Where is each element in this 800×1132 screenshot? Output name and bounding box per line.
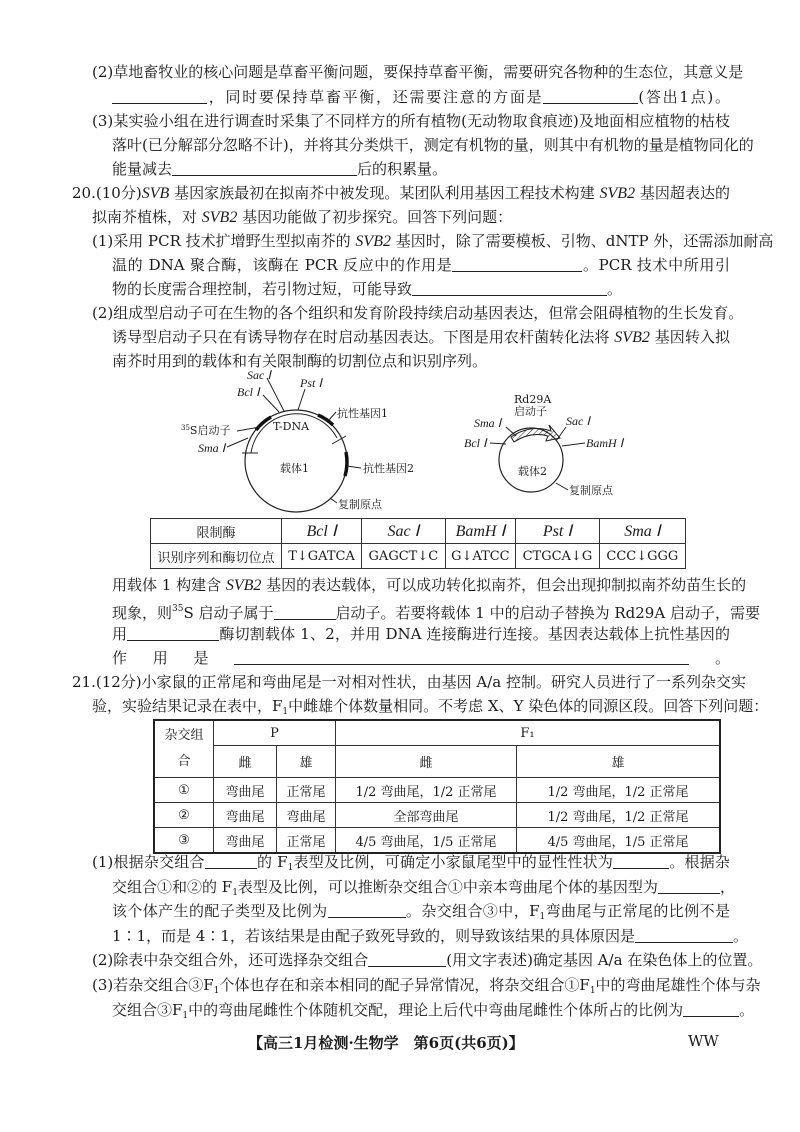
answer-blank — [274, 604, 336, 620]
answer-blank — [234, 649, 689, 665]
text-segment: 。根据杂 — [669, 853, 730, 871]
promoter-35s-label: $^{35}$S启动子 — [181, 424, 231, 437]
rd29a-label: Rd29A — [514, 393, 552, 406]
text-segment: 温的 DNA 聚合酶，该酶在 PCR 反应中的作用是 — [112, 256, 453, 274]
table-cell: 1/2 弯曲尾，1/2 正常尾 — [517, 803, 721, 828]
text-line — [112, 599, 760, 623]
table-cell: 全部弯曲尾 — [336, 803, 517, 828]
vector-1-name: 载体1 — [280, 462, 309, 475]
table-header: Bcl Ⅰ — [282, 519, 362, 544]
promoter-label: 启动子 — [514, 405, 547, 418]
text-segment: 。PCR 技术中所用引 — [582, 256, 731, 274]
answer-blank — [658, 878, 720, 894]
sac1-label: Sac Ⅰ — [247, 368, 271, 382]
text-segment: 基因超表达的 — [635, 184, 730, 202]
text-segment: SVB2 — [614, 329, 650, 346]
text-segment: 。 — [689, 649, 730, 667]
text-segment: SVB2 — [201, 209, 238, 226]
origin-label-1: 复制原点 — [338, 498, 382, 511]
restriction-enzyme-table — [150, 518, 686, 569]
text-segment: 落叶(已分解部分忽略不计)，并将其分类烘干，测定有机物的量，则其中有机物的量是植物同化的 — [112, 136, 754, 154]
text-segment: (1)采用 PCR 技术扩增野生型拟南芥的 — [92, 232, 356, 250]
text-segment: SVB — [141, 185, 170, 202]
text-segment: (1)根据杂交组合 — [92, 853, 205, 871]
text-segment: 21.(12分)小家鼠的正常尾和弯曲尾是一对相对性状，由基因 A/a 控制。研究人员进行了一系列杂交实 — [72, 673, 747, 691]
text-line — [112, 901, 730, 927]
text-segment: 基因的表达载体，可以成功转化拟南芥，但会出现抑制拟南芥幼苗生长的 — [261, 576, 747, 594]
text-segment: 。 — [739, 1001, 755, 1019]
vector-diagram — [0, 0, 800, 520]
table-cell: G↓ATCC — [445, 544, 515, 569]
text-line — [112, 624, 730, 644]
table-header: 雄 — [517, 746, 721, 778]
text-segment: SVB2 — [599, 185, 636, 202]
text-segment: 弯曲尾与正常尾的比例不是 — [545, 902, 730, 920]
text-segment: 基因转入拟 — [649, 328, 730, 346]
text-segment: 1 — [182, 1011, 189, 1021]
table-cell: 弯曲尾 — [214, 778, 277, 803]
text-segment: 1∶1，而是 4∶1，若该结果是由配子致死导致的，则导致该结果的具体原因是 — [112, 927, 635, 945]
sma1-label-2: Sma Ⅰ — [474, 416, 502, 430]
table-header: Sma Ⅰ — [599, 519, 685, 544]
text-segment: 后的积累量。 — [357, 160, 448, 178]
answer-blank — [613, 853, 669, 869]
origin-label-2: 复制原点 — [569, 484, 613, 497]
bcl1-label-2: Bcl Ⅰ — [464, 436, 487, 450]
table-cell: ① — [154, 778, 214, 803]
vector-2-name: 载体2 — [518, 465, 547, 478]
table-cell: 弯曲尾 — [214, 803, 277, 828]
text-segment: 1 — [232, 888, 238, 898]
text-segment: 能量减去 — [112, 160, 173, 178]
text-segment: 的 F — [256, 853, 288, 871]
table-cell: ② — [154, 803, 214, 828]
text-segment: 基因家族最初在拟南芥中被发现。某团队利用基因工程技术构建 — [169, 184, 600, 202]
bamh1-label: BamH Ⅰ — [586, 436, 624, 450]
vector-2 — [464, 393, 625, 497]
table-cell: CTGCA↓G — [516, 544, 600, 569]
table-header: Sac Ⅰ — [362, 519, 446, 544]
text-line — [112, 926, 748, 946]
table-cell: GAGCT↓C — [362, 544, 446, 569]
text-line — [72, 672, 747, 692]
answer-blank — [205, 853, 257, 869]
text-segment: ，同时要保持草畜平衡，还需要注意的方面是 — [207, 88, 544, 106]
table-row — [154, 720, 720, 746]
table-cell: 弯曲尾 — [277, 803, 336, 828]
text-segment: 中雌雄个体数量相同。不考虑 X、Y 染色体的同源区段。回答下列问题： — [288, 697, 769, 715]
text-segment: SVB2 — [355, 233, 391, 250]
text-line — [92, 950, 763, 970]
answer-blank — [127, 625, 219, 641]
answer-blank — [328, 902, 406, 918]
table-row — [154, 746, 720, 778]
text-segment: 南芥时用到的载体和有关限制酶的切割位点和识别序列。 — [112, 352, 488, 370]
text-line — [112, 877, 735, 903]
text-segment: (答出1点)。 — [638, 88, 730, 106]
text-segment: 交组合③F — [112, 1001, 183, 1019]
table-header: 雌 — [336, 746, 517, 778]
answer-blank — [683, 1001, 739, 1017]
answer-blank — [368, 951, 446, 967]
answer-blank — [635, 927, 733, 943]
footer-code: WW — [688, 1032, 719, 1050]
text-segment: 用 — [112, 625, 128, 643]
table-row — [151, 544, 686, 569]
resistance-gene-2-label: 抗性基因2 — [363, 462, 414, 475]
table-cell: T↓GATCA — [282, 544, 362, 569]
table-cell: 4/5 弯曲尾，1/5 正常尾 — [336, 828, 517, 854]
table-cell: 弯曲尾 — [214, 828, 277, 854]
text-segment: 基因时，除了需要模板、引物、dNTP 外，还需添加耐高 — [390, 232, 774, 250]
table-header: F₁ — [336, 720, 721, 746]
text-segment: 20.(10分) — [72, 184, 142, 202]
table-cell: CCC↓GGG — [599, 544, 685, 569]
table-cell: 正常尾 — [277, 778, 336, 803]
text-segment: 基因功能做了初步探究。回答下列问题： — [237, 208, 513, 226]
text-segment: SVB2 — [225, 577, 262, 594]
text-segment: 物的长度需合理控制，若引物过短，可能导致 — [112, 280, 413, 298]
text-segment: 作用是 — [112, 649, 235, 667]
table-header: Pst Ⅰ — [516, 519, 600, 544]
text-segment: 验，实验结果记录在表中，F — [92, 697, 283, 715]
text-segment: 1 — [213, 986, 220, 996]
footer-title: 【高三1月检测·生物学 第6页(共6页)】 — [248, 1034, 524, 1052]
text-segment: 交组合①和②的 F — [112, 878, 233, 896]
text-segment: (3)若杂交组合③F — [92, 976, 214, 994]
text-segment: 。 — [607, 280, 623, 298]
sma1-label: Sma Ⅰ — [198, 441, 226, 455]
text-segment: 表型及比例，可确定小家鼠尾型中的显性性状为 — [293, 853, 614, 871]
sac1-label-2: Sac Ⅰ — [566, 414, 590, 428]
text-segment: 1 — [282, 707, 289, 717]
text-line — [92, 975, 761, 1001]
resistance-gene-1-label: 抗性基因1 — [337, 407, 388, 420]
table-header: 雌 — [214, 746, 277, 778]
text-segment: 1 — [589, 986, 596, 996]
text-line — [112, 575, 747, 596]
text-segment: S 启动子属于 — [183, 604, 274, 622]
text-segment: 诱导型启动子只在有诱导物存在时启动基因表达。下图是用农杆菌转化法将 — [112, 328, 615, 346]
text-segment: 拟南芥植株，对 — [92, 208, 202, 226]
table-cell: 1/2 弯曲尾，1/2 正常尾 — [517, 778, 721, 803]
text-segment: 。 — [732, 927, 748, 945]
text-segment: 个体也存在和亲本相同的配子异常情况，将杂交组合①F — [219, 976, 590, 994]
text-segment: (2)草地畜牧业的核心问题是草畜平衡问题，要保持草畜平衡，需要研究各物种的生态位，其意义是 — [92, 63, 744, 81]
table-cell: 识别序列和酶切位点 — [151, 544, 282, 569]
text-segment: 1 — [287, 863, 294, 873]
text-line — [112, 648, 730, 668]
table-header: 限制酶 — [151, 519, 282, 544]
text-segment: (2)除表中杂交组合外，还可选择杂交组合 — [92, 951, 369, 969]
table-cell: 1/2 弯曲尾，1/2 正常尾 — [336, 778, 517, 803]
table-header: 杂交组合 — [154, 720, 214, 778]
vector-1 — [181, 368, 414, 512]
text-segment: 酶切割载体 1、2，并用 DNA 连接酶进行连接。基因表达载体上抗性基因的 — [219, 625, 730, 643]
text-line — [92, 852, 730, 878]
text-segment: 用载体 1 构建含 — [112, 576, 226, 594]
text-segment: (用文字表述)确定基因 A/a 在染色体上的位置。 — [446, 951, 763, 969]
text-segment: 表型及比例，可以推断杂交组合①中亲本弯曲尾个体的基因型为 — [237, 878, 658, 896]
pst1-label: Pst Ⅰ — [300, 376, 322, 390]
text-segment: 现象，则 — [112, 604, 173, 622]
bcl1-label: Bcl Ⅰ — [237, 385, 260, 399]
table-row — [154, 828, 720, 854]
text-segment: 该个体产生的配子类型及比例为 — [112, 902, 328, 920]
text-segment: 启动子。若要将载体 1 中的启动子替换为 Rd29A 启动子，需要 — [335, 604, 760, 622]
table-header: 雄 — [277, 746, 336, 778]
text-segment: (2)组成型启动子可在生物的各个组织和发育阶段持续启动基因表达，但常会阻碍植物的生长发育。 — [92, 304, 744, 322]
text-line — [112, 1000, 755, 1026]
cross-results-table — [153, 719, 721, 854]
table-header: BamH Ⅰ — [445, 519, 515, 544]
table-cell: ③ — [154, 828, 214, 854]
text-segment: ， — [719, 878, 735, 896]
text-segment: 中的弯曲尾雌性个体随机交配，理论上后代中弯曲尾雌性个体所占的比例为 — [188, 1001, 684, 1019]
text-segment: 35 — [172, 604, 184, 614]
text-segment: 1 — [539, 912, 546, 922]
table-row — [154, 778, 720, 803]
table-row — [154, 803, 720, 828]
table-row — [151, 519, 686, 544]
text-segment: 。杂交组合③中，F — [405, 902, 540, 920]
table-cell: 正常尾 — [277, 828, 336, 854]
table-header: P — [214, 720, 336, 746]
text-segment: 中的弯曲尾雄性个体与杂 — [595, 976, 761, 994]
text-segment: (3)某实验小组在进行调查时采集了不同样方的所有植物(无动物取食痕迹)及地面相应植物的枯枝 — [92, 112, 730, 130]
table-cell: 4/5 弯曲尾，1/5 正常尾 — [517, 828, 721, 854]
tdna-label: T-DNA — [273, 420, 310, 433]
